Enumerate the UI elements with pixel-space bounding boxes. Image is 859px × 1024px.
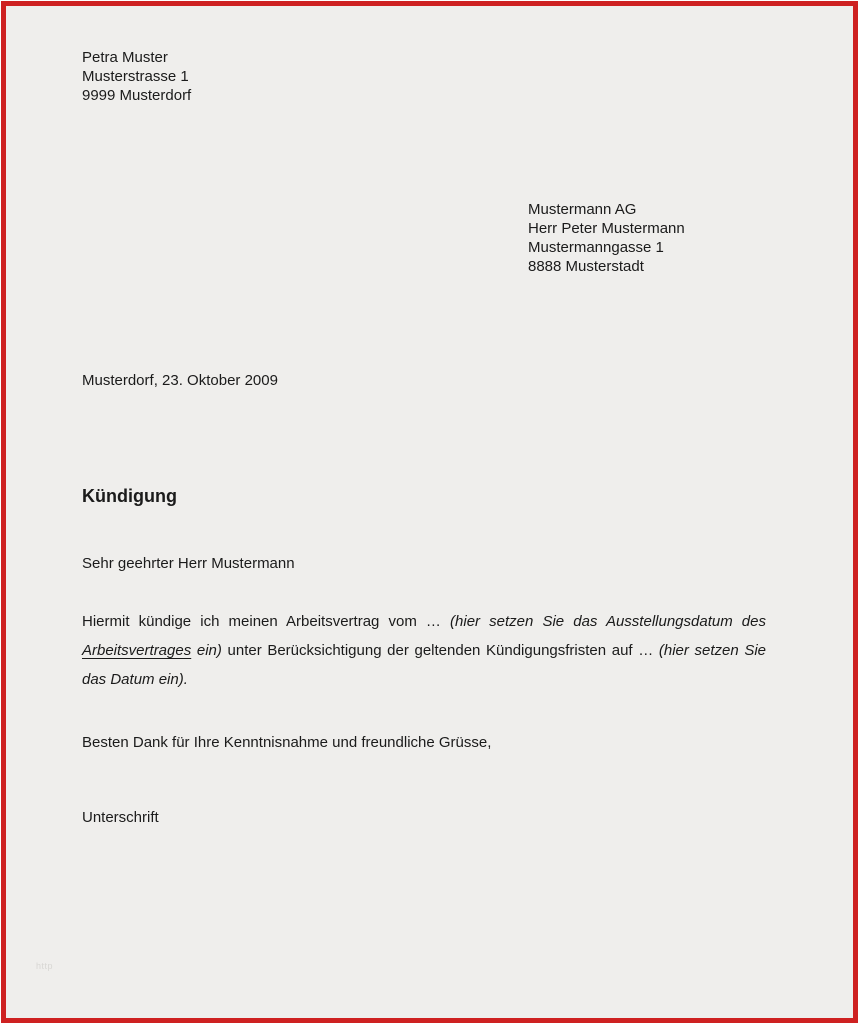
sender-address-block — [82, 48, 191, 105]
subject-heading: Kündigung — [82, 486, 177, 506]
recipient-address-block — [528, 200, 685, 276]
signature-label: Unterschrift — [82, 809, 159, 826]
recipient-name: Herr Peter Mustermann — [528, 220, 685, 237]
body-placeholder-hint-1: (hier setzen Sie das Ausstellungsdatum des — [450, 613, 766, 630]
faint-url-watermark: http — [36, 961, 54, 971]
closing-thanks-line: Besten Dank für Ihre Kenntnisnahme und freundliche Grüsse, — [82, 734, 492, 751]
body-text-normal-2: unter Berücksichtigung der geltenden Kündigungsfristen auf … — [221, 642, 659, 659]
recipient-street: Mustermanngasse 1 — [528, 239, 664, 256]
salutation-line: Sehr geehrter Herr Mustermann — [82, 555, 295, 572]
sender-street: Musterstrasse 1 — [82, 68, 189, 85]
sender-city: 9999 Musterdorf — [82, 87, 192, 104]
body-underlined-term: Arbeitsvertrages — [82, 642, 192, 659]
sender-name: Petra Muster — [82, 49, 168, 66]
body-placeholder-hint-1-end: ein) — [191, 642, 222, 659]
body-placeholder-hint-2: (hier setzen Sie das Datum ein). — [82, 642, 767, 688]
body-paragraph — [82, 607, 766, 694]
recipient-city: 8888 Musterstadt — [528, 258, 644, 275]
body-text-normal-1: Hiermit kündige ich meinen Arbeitsvertrag vom … — [82, 613, 451, 630]
place-date-line: Musterdorf, 23. Oktober 2009 — [82, 372, 278, 389]
recipient-company: Mustermann AG — [528, 201, 637, 218]
